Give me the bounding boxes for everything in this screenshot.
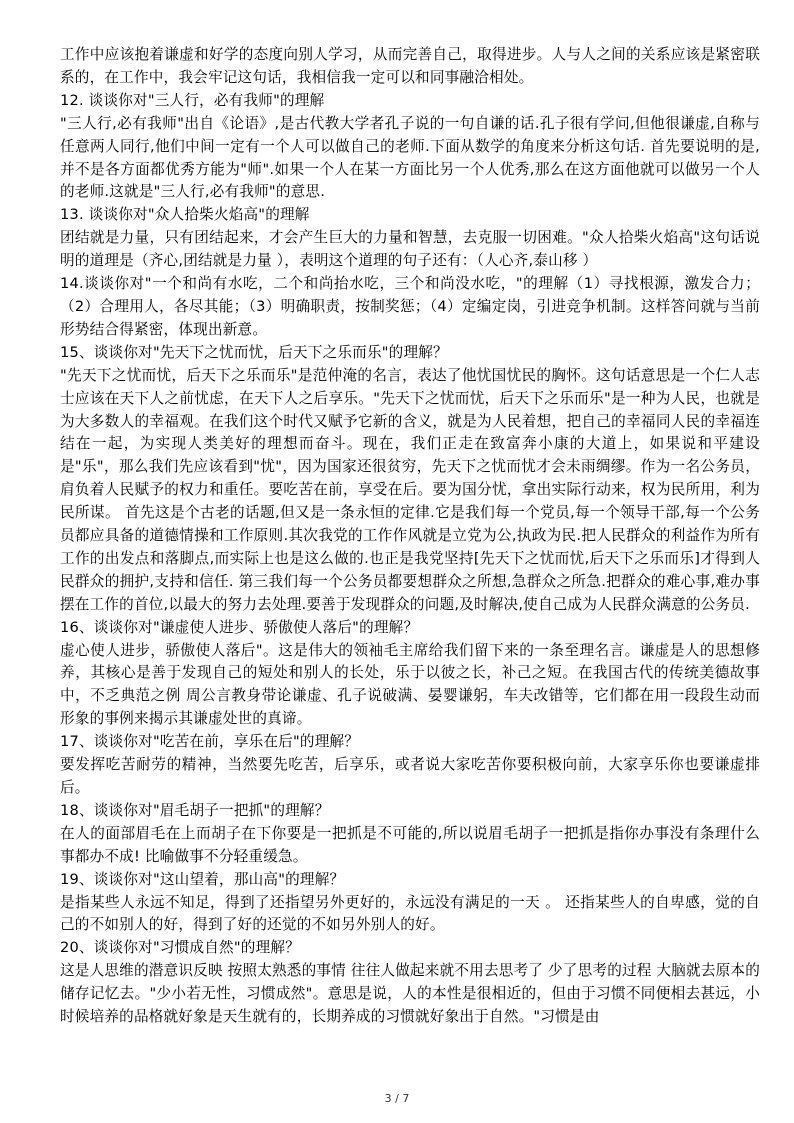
question-heading: 12. 谈谈你对"三人行，必有我师"的理解	[60, 91, 325, 109]
question-heading: 15、谈谈你对"先天下之忧而忧，后天下之乐而乐"的理解？	[60, 343, 448, 361]
question-heading: 18、谈谈你对"眉毛胡子一把抓"的理解？	[60, 801, 330, 819]
paragraph: 要发挥吃苦耐劳的精神，当然要先吃苦，后享乐，或者说大家吃苦你要积极向前，大家享乐你也要谦虚排后。	[60, 756, 760, 796]
question-heading: 19、谈谈你对"这山望着，那山高"的理解？	[60, 870, 345, 888]
paragraph: 在人的面部眉毛在上而胡子在下你要是一把抓是不可能的,所以说眉毛胡子一把抓是指你办事没有条理什么事都办不成! 比喻做事不分轻重缓急。	[60, 824, 760, 865]
paragraph: "先天下之忧而忧，后天下之乐而乐"是范仲淹的名言，表达了他忧国忧民的胸怀。这句话意思是一个仁人志士应该在天下人之前忧虑，在天下人之后享乐。"先天下之忧而忧，后天下之乐而乐"是一种为人民，也就是为大多数人的幸福观。在我们这个时代又赋予它新的含义，就是为人民着想，把自己的幸福同人民的幸福连结在一起，为实现人类美好的理想而奋斗。现在，我们正走在致富奔小康的大道上，如果说和平建设是"乐"，那么我们先应该看到"忧"，因为国家还很贫穷，先天下之忧而忧才会未雨绸缪。作为一名公务员，肩负着人民赋予的权力和重任。要吃苦在前，享受在后。要为国分忧，拿出实际行动来，权为民所用，利为民所谋。 首先这是个古老的话题,但又是一条永恒的定律.它是我们每一个党员,每一个领导干部,每一个公务员都应具备的道德情操和工作原则.其次我党的工作作风就是立党为公,执政为民.把人民群众的利益作为所有工作的出发点和落脚点,而实际上也是这么做的.也正是我党坚持[先天下之忧而忧,后天下之乐而乐]才得到人民群众的拥护,支持和信任. 第三我们每一个公务员都要想群众之所想,急群众之所急.把群众的难心事,难办事摆在工作的首位,以最大的努力去处理.要善于发现群众的问题,及时解决,使自己成为人民群众满意的公务员.	[60, 366, 760, 613]
page-number: 3 / 7	[384, 1092, 410, 1105]
question-heading: 20、谈谈你对"习惯成自然"的理解？	[60, 939, 300, 957]
paragraph: 是指某些人永远不知足，得到了还指望另外更好的，永远没有满足的一天 。 还指某些人的自卑感，觉的自己的不如别人的好，得到了好的还觉的不如另外别人的好。	[60, 893, 760, 934]
paragraph: "三人行,必有我师"出自《论语》,是古代教大学者孔子说的一句自谦的话.孔子很有学问,但他很谦虚,自称与任意两人同行,他们中间一定有一个人可以做自己的老师.下面从数学的角度来分析这句话. 首先要说明的是,并不是各方面都优秀方能为"师".如果一个人在某一方面比另一个人优秀,那么在这方面他就可以做另一个人的老师.这就是"三人行,必有我师"的意思.	[60, 114, 760, 201]
document-body	[60, 44, 760, 1029]
question-heading: 13. 谈谈你对"众人拾柴火焰高"的理解	[60, 206, 310, 224]
paragraph: 团结就是力量，只有团结起来，才会产生巨大的力量和智慧，去克服一切困难。"众人拾柴火焰高"这句话说明的道理是（齐心,团结就是力量 ），表明这个道理的句子还有：（人心齐,泰山移 ）	[60, 229, 760, 270]
paragraph: 虚心使人进步，骄傲使人落后"。这是伟大的领袖毛主席给我们留下来的一条至理名言。谦虚是人的思想修养，其核心是善于发现自己的短处和别人的长处，乐于以彼之长，补己之短。在我国古代的传统美德故事中，不乏典范之例 周公言教身带论谦虚、孔子说破满、晏婴谦躬，车夫改错等，它们都在用一段段生动而形象的事例来揭示其谦虚处世的真谛。	[60, 641, 760, 728]
question-heading: 16、谈谈你对"谦虚使人进步、骄傲使人落后"的理解？	[60, 618, 419, 636]
paragraph: 工作中应该抱着谦虚和好学的态度向别人学习，从而完善自己，取得进步。人与人之间的关系应该是紧密联系的，在工作中，我会牢记这句话，我相信我一定可以和同事融洽相处。	[60, 46, 760, 86]
paragraph: 这是人思维的潜意识反映 按照太熟悉的事情 往往人做起来就不用去思考了 少了思考的过程 大脑就去原本的储存记忆去。"少小若无性，习惯成然"。意思是说，人的本性是很相近的，但由于习惯不同便相去甚远，小时候培养的品格就好象是天生就有的，长期养成的习惯就好象出于自然。"习惯是由	[60, 962, 760, 1026]
question-heading: 17、谈谈你对"吃苦在前，享乐在后"的理解？	[60, 733, 360, 751]
paragraph: 14.谈谈你对"一个和尚有水吃，二个和尚抬水吃，三个和尚没水吃，"的理解（1）寻找根源，激发合力；（2）合理用人，各尽其能；（3）明确职责，按制奖惩；（4）定编定岗，引进竞争机制。这样答问就与当前形势结合得紧密，体现出新意。	[60, 275, 760, 338]
